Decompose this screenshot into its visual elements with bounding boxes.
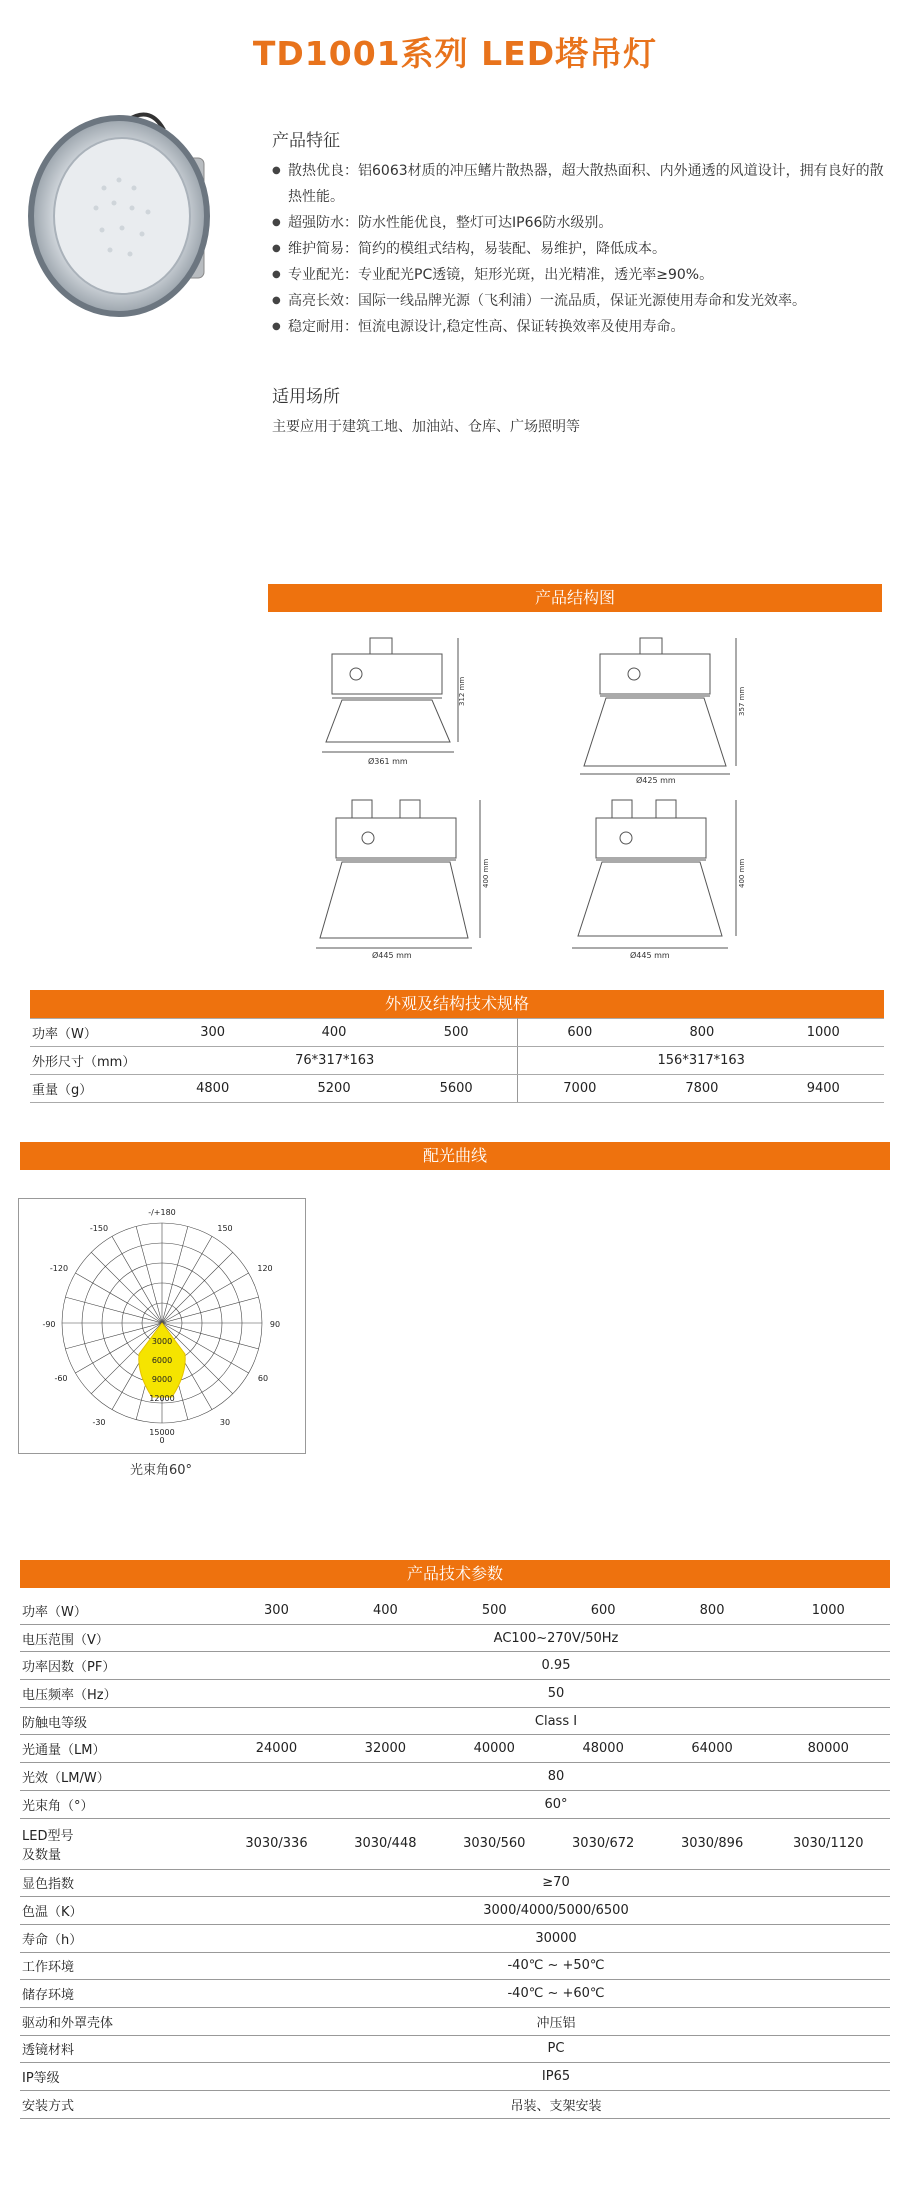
spec2-row-label: 储存环境 [20, 1980, 222, 2008]
table-cell: 156*317*163 [518, 1047, 884, 1075]
table-row [20, 1790, 890, 1818]
table-cell: 3030/672 [549, 1818, 658, 1869]
angle-label: -60 [54, 1374, 68, 1383]
table-row [20, 1763, 890, 1791]
table-cell: 5200 [273, 1075, 394, 1103]
spec2-row-label: 驱动和外罩壳体 [20, 2007, 222, 2035]
spec2-row-label: 光效（LM/W） [20, 1763, 222, 1791]
table-row [20, 1818, 890, 1869]
spec2-table [20, 1597, 890, 2119]
table-row [20, 1980, 890, 2008]
table-cell: 32000 [331, 1735, 440, 1763]
table-cell: 76*317*163 [152, 1047, 518, 1075]
angle-label: 150 [217, 1224, 233, 1233]
feature-item: ● 专业配光：专业配光PC透镜，矩形光斑，出光精准，透光率≥90%。 [272, 262, 892, 288]
table-cell: 60° [222, 1790, 890, 1818]
table-row [30, 1019, 884, 1047]
table-row [20, 1897, 890, 1925]
applications-text: 主要应用于建筑工地、加油站、仓库、广场照明等 [272, 419, 580, 435]
table-cell: 400 [331, 1597, 440, 1624]
diagram-height-label: 400 mm [482, 858, 490, 888]
table-cell: 24000 [222, 1735, 331, 1763]
diagram-width-label: Ø445 mm [630, 951, 670, 960]
table-row [20, 1735, 890, 1763]
table-row [20, 2091, 890, 2119]
diagram-width-label: Ø425 mm [636, 776, 676, 784]
table-row [20, 1869, 890, 1897]
structure-diagram-1 [318, 636, 468, 784]
diagram-width-label: Ø361 mm [368, 757, 408, 766]
intensity-label: 9000 [151, 1375, 173, 1384]
table-row [20, 2007, 890, 2035]
angle-label: 120 [257, 1264, 273, 1273]
table-row [20, 1624, 890, 1652]
table-cell: 吊装、支架安装 [222, 2091, 890, 2119]
structure-diagram-2 [570, 636, 750, 784]
table-cell: 3000/4000/5000/6500 [222, 1897, 890, 1925]
diagram-height-label: 400 mm [738, 858, 746, 888]
structure-diagram-3 [312, 798, 498, 960]
table-row [20, 1652, 890, 1680]
table-cell: 600 [549, 1597, 658, 1624]
table-cell: 9400 [763, 1075, 884, 1103]
table-row [30, 1075, 884, 1103]
page-title: TD1001系列 LED塔吊灯 [252, 34, 658, 73]
table-cell: 600 [518, 1019, 641, 1047]
table-cell: 7800 [641, 1075, 762, 1103]
spec2-heading-bar: 产品技术参数 [20, 1560, 890, 1588]
table-row [20, 1707, 890, 1735]
spec1-weight-label: 重量（g） [30, 1075, 152, 1103]
spec2-row-label: 防触电等级 [20, 1707, 222, 1735]
spec2-row-label: 显色指数 [20, 1869, 222, 1897]
spec1-table [30, 1018, 884, 1103]
table-cell: 3030/560 [440, 1818, 549, 1869]
feature-item: ● 超强防水：防水性能优良，整灯可达IP66防水级别。 [272, 210, 892, 236]
table-cell: 80000 [767, 1735, 890, 1763]
table-cell: 300 [222, 1597, 331, 1624]
spec1-size-label: 外形尺寸（mm） [30, 1047, 152, 1075]
spec1-power-label: 功率（W） [30, 1019, 152, 1047]
feature-item: ● 散热优良：铝6063材质的冲压鳍片散热器，超大散热面积、内外通透的风道设计，拥有良好的散热性能。 [272, 158, 892, 210]
angle-label: -150 [89, 1224, 109, 1233]
polar-chart-frame [18, 1198, 306, 1454]
table-cell: 400 [273, 1019, 394, 1047]
angle-label: 90 [269, 1320, 281, 1329]
table-cell: 冲压铝 [222, 2007, 890, 2035]
table-cell: PC [222, 2035, 890, 2063]
angle-label: -/+180 [148, 1208, 176, 1217]
table-cell: AC100~270V/50Hz [222, 1624, 890, 1652]
table-cell: 800 [641, 1019, 762, 1047]
angle-label: -90 [42, 1320, 56, 1329]
table-row [20, 2035, 890, 2063]
table-cell: 0.95 [222, 1652, 890, 1680]
structure-diagram-4 [566, 798, 752, 960]
feature-item: ● 高亮长效：国际一线品牌光源（飞利浦）一流品质，保证光源使用寿命和发光效率。 [272, 288, 892, 314]
table-cell: -40℃ ~ +60℃ [222, 1980, 890, 2008]
intensity-label: 6000 [151, 1356, 173, 1365]
features-heading: 产品特征 [272, 131, 340, 151]
table-cell: 40000 [440, 1735, 549, 1763]
table-cell: Class Ⅰ [222, 1707, 890, 1735]
diagram-height-label: 312 mm [458, 676, 466, 706]
beam-angle-caption: 光束角60° [129, 1463, 193, 1478]
table-cell: 1000 [763, 1019, 884, 1047]
table-cell: IP65 [222, 2063, 890, 2091]
spec2-row-label: 功率（W） [20, 1597, 222, 1624]
spec2-row-label: 电压范围（V） [20, 1624, 222, 1652]
table-cell: 800 [658, 1597, 767, 1624]
table-cell: 3030/448 [331, 1818, 440, 1869]
spec2-row-label: 电压频率（Hz） [20, 1680, 222, 1708]
diagram-width-label: Ø445 mm [372, 951, 412, 960]
table-row [20, 2063, 890, 2091]
polar-chart [19, 1199, 305, 1453]
intensity-label: 12000 [149, 1394, 175, 1403]
angle-label: 60 [257, 1374, 269, 1383]
table-row [20, 1924, 890, 1952]
angle-label: -120 [49, 1264, 69, 1273]
table-cell: -40℃ ~ +50℃ [222, 1952, 890, 1980]
table-row [20, 1680, 890, 1708]
product-image [24, 108, 244, 318]
angle-label: 0 [159, 1436, 165, 1445]
table-row [30, 1047, 884, 1075]
spec2-row-label: LED型号 及数量 [20, 1818, 222, 1869]
spec2-row-label: 安装方式 [20, 2091, 222, 2119]
spec2-row-label: 透镜材料 [20, 2035, 222, 2063]
table-row [20, 1952, 890, 1980]
feature-item: ● 维护简易：简约的模组式结构，易装配、易维护，降低成本。 [272, 236, 892, 262]
table-cell: 80 [222, 1763, 890, 1791]
intensity-label: 15000 [149, 1428, 175, 1437]
table-cell: 64000 [658, 1735, 767, 1763]
table-cell: 3030/1120 [767, 1818, 890, 1869]
table-cell: 300 [152, 1019, 273, 1047]
structure-heading-bar: 产品结构图 [268, 584, 882, 612]
table-cell: 30000 [222, 1924, 890, 1952]
table-cell: 4800 [152, 1075, 273, 1103]
spec2-row-label: 光束角（°） [20, 1790, 222, 1818]
intensity-label: 3000 [151, 1337, 173, 1346]
spec2-row-label: 光通量（LM） [20, 1735, 222, 1763]
table-cell: 500 [440, 1597, 549, 1624]
light-curve-heading-bar: 配光曲线 [20, 1142, 890, 1170]
features-section [272, 128, 892, 340]
spec2-row-label: 寿命（h） [20, 1924, 222, 1952]
table-cell: 7000 [518, 1075, 641, 1103]
table-row [20, 1597, 890, 1624]
table-cell: 500 [395, 1019, 518, 1047]
spec2-row-label: 工作环境 [20, 1952, 222, 1980]
table-cell: 1000 [767, 1597, 890, 1624]
angle-label: 30 [219, 1418, 231, 1427]
table-cell: 3030/336 [222, 1818, 331, 1869]
table-cell: ≥70 [222, 1869, 890, 1897]
table-cell: 48000 [549, 1735, 658, 1763]
spec2-row-label: IP等级 [20, 2063, 222, 2091]
table-cell: 5600 [395, 1075, 518, 1103]
table-cell: 50 [222, 1680, 890, 1708]
angle-label: -30 [92, 1418, 106, 1427]
spec2-row-label: 功率因数（PF） [20, 1652, 222, 1680]
diagram-height-label: 357 mm [738, 686, 746, 716]
spec1-heading-bar: 外观及结构技术规格 [30, 990, 884, 1018]
spec2-row-label: 色温（K） [20, 1897, 222, 1925]
applications-heading: 适用场所 [272, 387, 340, 407]
feature-item: ● 稳定耐用：恒流电源设计,稳定性高、保证转换效率及使用寿命。 [272, 314, 892, 340]
table-cell: 3030/896 [658, 1818, 767, 1869]
applications-section [272, 384, 580, 440]
